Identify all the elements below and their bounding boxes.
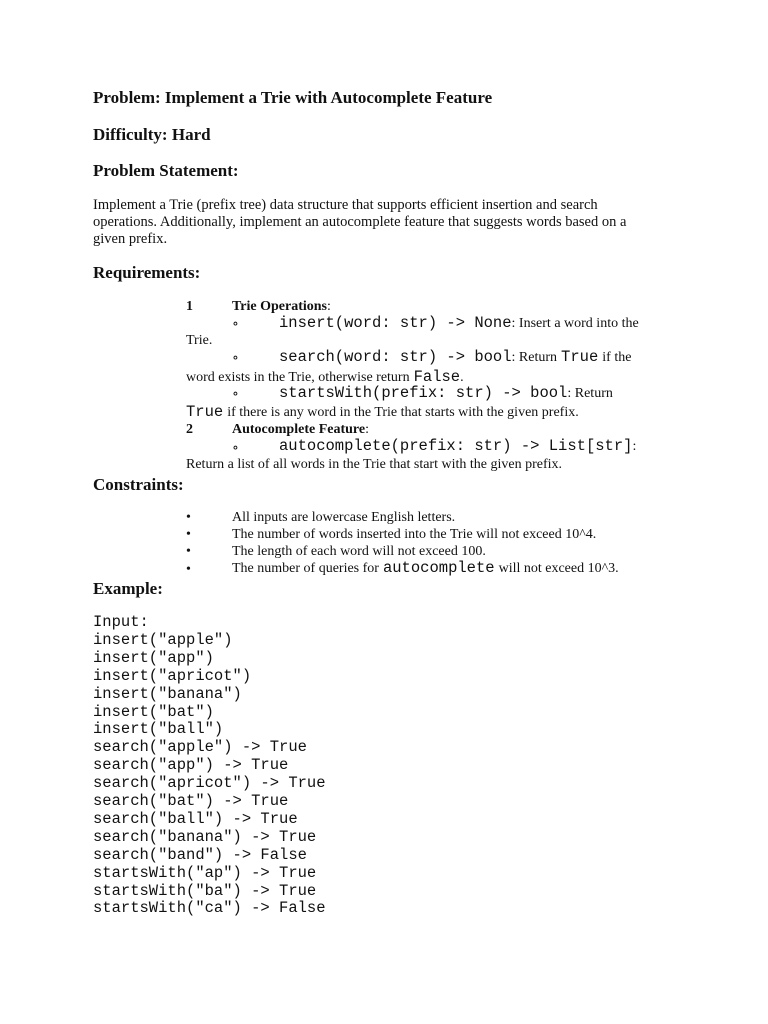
constraint-bullet: • (186, 544, 191, 559)
startswith-signature: startsWith(prefix: str) -> bool (279, 384, 568, 402)
startswith-op-line (279, 384, 613, 402)
statement-heading: Problem Statement: (93, 161, 239, 180)
example-code-line: insert("banana") (93, 684, 242, 703)
example-heading: Example: (93, 579, 163, 598)
startswith-line-b (186, 403, 579, 421)
startswith-desc-b: if there is any word in the Trie that starts with the given prefix. (227, 405, 579, 420)
autocomplete-signature: autocomplete(prefix: str) -> List[str] (279, 437, 633, 455)
constraint-text-b: will not exceed 10^3. (498, 561, 619, 576)
example-code-line: insert("apricot") (93, 666, 252, 685)
req2-label-group (232, 422, 369, 438)
example-code-line: search("apple") -> True (93, 738, 307, 757)
constraint-item: The length of each word will not exceed 100. (232, 544, 486, 559)
example-code-line: search("banana") -> True (93, 827, 317, 846)
constraints-heading: Constraints: (93, 475, 184, 494)
example-code-line: startsWith("ba") -> True (93, 881, 317, 900)
search-desc-b2: . (460, 370, 464, 385)
example-code-line: search("app") -> True (93, 756, 289, 775)
autocomplete-op-line (279, 437, 636, 455)
example-code-line: startsWith("ap") -> True (93, 863, 317, 882)
autocomplete-desc-a: : (632, 439, 637, 454)
insert-desc-a: : Insert a word into the (511, 316, 639, 331)
constraint-item-queries (232, 559, 619, 577)
search-signature: search(word: str) -> bool (279, 348, 512, 366)
search-desc-b: word exists in the Trie, otherwise return (186, 370, 410, 385)
req2-colon: : (365, 422, 369, 437)
req2-number: 2 (186, 422, 193, 437)
search-op-line (279, 348, 631, 366)
req1-label: Trie Operations (232, 299, 328, 314)
example-code-line: insert("apple") (93, 630, 233, 649)
constraint-bullet: • (186, 527, 191, 542)
example-code-line: search("bat") -> True (93, 792, 289, 810)
insert-signature: insert(word: str) -> None (279, 314, 512, 332)
insert-op-line (279, 314, 639, 332)
op-bullet: ∘ (232, 317, 239, 332)
example-code-line: search("ball") -> True (93, 809, 298, 828)
constraint-item: The number of words inserted into the Trie will not exceed 10^4. (232, 527, 597, 542)
req1-label-group (232, 299, 331, 315)
example-code-line: insert("ball") (93, 720, 224, 739)
statement-line-1: Implement a Trie (prefix tree) data structure that supports efficient insertion and search (93, 197, 598, 213)
constraint-item: All inputs are lowercase English letters. (232, 510, 456, 525)
op-bullet: ∘ (232, 351, 239, 366)
insert-desc-b: Trie. (186, 333, 213, 348)
search-desc-a: : Return (511, 350, 558, 365)
search-code-true: True (561, 348, 599, 366)
statement-line-2: operations. Additionally, implement an autocomplete feature that suggests words based on a (93, 214, 627, 230)
example-code-line: startsWith("ca") -> False (93, 899, 326, 918)
op-bullet: ∘ (232, 441, 239, 456)
op-bullet: ∘ (232, 387, 239, 402)
autocomplete-desc-b: Return a list of all words in the Trie that start with the given prefix. (186, 457, 562, 472)
startswith-code-true: True (186, 403, 224, 421)
startswith-desc-a: : Return (567, 386, 613, 401)
req2-label: Autocomplete Feature (232, 422, 366, 437)
constraint-code: autocomplete (382, 559, 495, 577)
example-code-line: insert("bat") (93, 702, 214, 721)
example-code-line: insert("app") (93, 648, 214, 667)
constraint-bullet: • (186, 562, 191, 577)
req1-number: 1 (186, 299, 193, 314)
example-code-line: search("band") -> False (93, 845, 307, 864)
search-desc-a2: if the (602, 350, 632, 365)
constraint-text-a: The number of queries for (232, 561, 379, 576)
example-input-label: Input: (93, 613, 149, 631)
statement-line-3: given prefix. (93, 231, 168, 247)
requirements-heading: Requirements: (93, 263, 201, 282)
example-code-line: search("apricot") -> True (93, 774, 326, 793)
search-code-false: False (413, 368, 461, 386)
difficulty-heading: Difficulty: Hard (93, 125, 211, 144)
constraint-bullet: • (186, 510, 191, 525)
problem-title: Problem: Implement a Trie with Autocomplete Feature (93, 88, 493, 107)
req1-colon: : (327, 299, 331, 314)
